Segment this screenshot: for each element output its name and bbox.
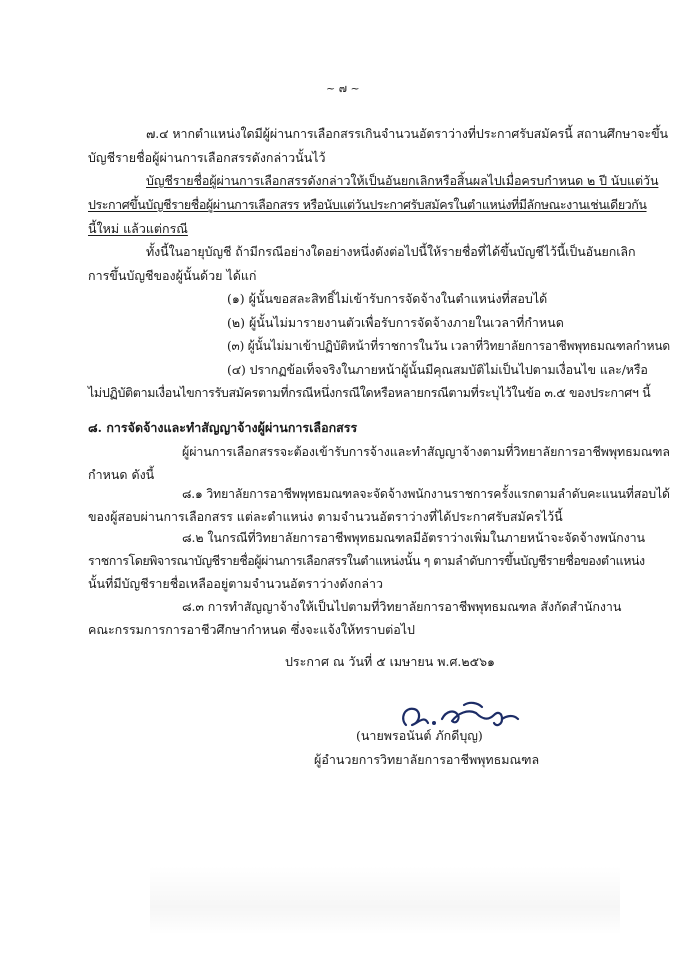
para-cancel-line2: การขึ้นบัญชีของผู้นั้นด้วย ได้แก่ bbox=[88, 268, 257, 283]
para-8-3-line2: คณะกรรมการการอาชีวศึกษากำหนด ซึ่งจะแจ้งให้ทราบต่อไป bbox=[88, 622, 415, 637]
para-cancel-line1: ทั้งนี้ในอายุบัญชี ถ้ามีกรณีอย่างใดอย่างหนึ่งดังต่อไปนี้ให้รายชื่อที่ได้ขึ้นบัญชีไว้นี้เป็นอันยกเลิก bbox=[146, 244, 636, 259]
para-7-4-line2: บัญชีรายชื่อผู้ผ่านการเลือกสรรดังกล่าวนั้นไว้ bbox=[88, 150, 326, 165]
underlined-line1: บัญชีรายชื่อผู้ผ่านการเลือกสรรดังกล่าวให้เป็นอันยกเลิกหรือสิ้นผลไปเมื่อครบกำหนด ๒ ปี นับแต่วัน bbox=[146, 173, 659, 188]
announce-date: ประกาศ ณ วันที่ ๕ เมษายน พ.ศ.๒๕๖๑ bbox=[285, 654, 495, 669]
list-item-2: (๒) ผู้นั้นไม่มารายงานตัวเพื่อรับการจัดจ้างภายในเวลาที่กำหนด bbox=[227, 315, 564, 330]
signer-name: (นายพรอนันต์ ภักดีบุญ) bbox=[356, 728, 483, 743]
para-7-4-line1: ๗.๔ หากตำแหน่งใดมีผู้ผ่านการเลือกสรรเกินจำนวนอัตราว่างที่ประกาศรับสมัครนี้ สถานศึกษาจะขึ้น bbox=[146, 126, 668, 141]
para-8-1-line1: ๘.๑ วิทยาลัยการอาชีพพุทธมณฑลจะจัดจ้างพนักงานราชการครั้งแรกตามลำดับคะแนนที่สอบได้ bbox=[182, 486, 670, 501]
para-8-2-line2: ราชการโดยพิจารณาบัญชีรายชื่อผู้ผ่านการเลือกสรรในตำแหน่งนั้น ๆ ตามลำดับการขึ้นบัญชีรายชื่อของตำแหน่ง bbox=[88, 553, 645, 568]
list-item-4-continued: ไม่ปฏิบัติตามเงื่อนไขการรับสมัครตามที่กรณีหนึ่งกรณีใดหรือหลายกรณีตามที่ระบุไว้ในข้อ ๓.๕ ของประกาศฯ นี้ bbox=[88, 385, 651, 400]
list-item-4: (๔) ปรากฏข้อเท็จจริงในภายหน้าผู้นั้นมีคุณสมบัติไม่เป็นไปตามเงื่อนไข และ/หรือ bbox=[227, 362, 648, 377]
list-item-1: (๑) ผู้นั้นขอสละสิทธิ์ไม่เข้ารับการจัดจ้างในตำแหน่งที่สอบได้ bbox=[227, 291, 548, 306]
para-8-1-line2: ของผู้สอบผ่านการเลือกสรร แต่ละตำแหน่ง ตามจำนวนอัตราว่างที่ได้ประกาศรับสมัครไว้นี้ bbox=[88, 509, 563, 524]
para-8-3-line1: ๘.๓ การทำสัญญาจ้างให้เป็นไปตามที่วิทยาลัยการอาชีพพุทธมณฑล สังกัดสำนักงาน bbox=[182, 599, 622, 614]
scan-shadow bbox=[150, 865, 620, 935]
underlined-line2: ประกาศขึ้นบัญชีรายชื่อผู้ผ่านการเลือกสรร หรือนับแต่วันประกาศรับสมัครในตำแหน่งที่มีลักษณะงานเช่นเดียวกัน bbox=[88, 197, 647, 212]
section-8-intro-line1: ผู้ผ่านการเลือกสรรจะต้องเข้ารับการจ้างและทำสัญญาจ้างตามที่วิทยาลัยการอาชีพพุทธมณฑล bbox=[182, 444, 670, 459]
section-8-heading: ๘. การจัดจ้างและทำสัญญาจ้างผู้ผ่านการเลือกสรร bbox=[88, 420, 358, 435]
page-number: ~ ๗ ~ bbox=[326, 82, 360, 95]
para-8-2-line3: นั้นที่มีบัญชีรายชื่อเหลืออยู่ตามจำนวนอัตราว่างดังกล่าว bbox=[88, 576, 384, 591]
para-8-2-line1: ๘.๒ ในกรณีที่วิทยาลัยการอาชีพพุทธมณฑลมีอัตราว่างเพิ่มในภายหน้าจะจัดจ้างพนักงาน bbox=[182, 530, 645, 545]
signer-title: ผู้อำนวยการวิทยาลัยการอาชีพพุทธมณฑล bbox=[314, 752, 540, 767]
list-item-3: (๓) ผู้นั้นไม่มาเข้าปฏิบัติหน้าที่ราชการในวัน เวลาที่วิทยาลัยการอาชีพพุทธมณฑลกำหนด bbox=[227, 338, 671, 353]
section-8-intro-line2: กำหนด ดังนี้ bbox=[88, 467, 155, 482]
underlined-line3: นี้ใหม่ แล้วแต่กรณี bbox=[88, 221, 188, 236]
